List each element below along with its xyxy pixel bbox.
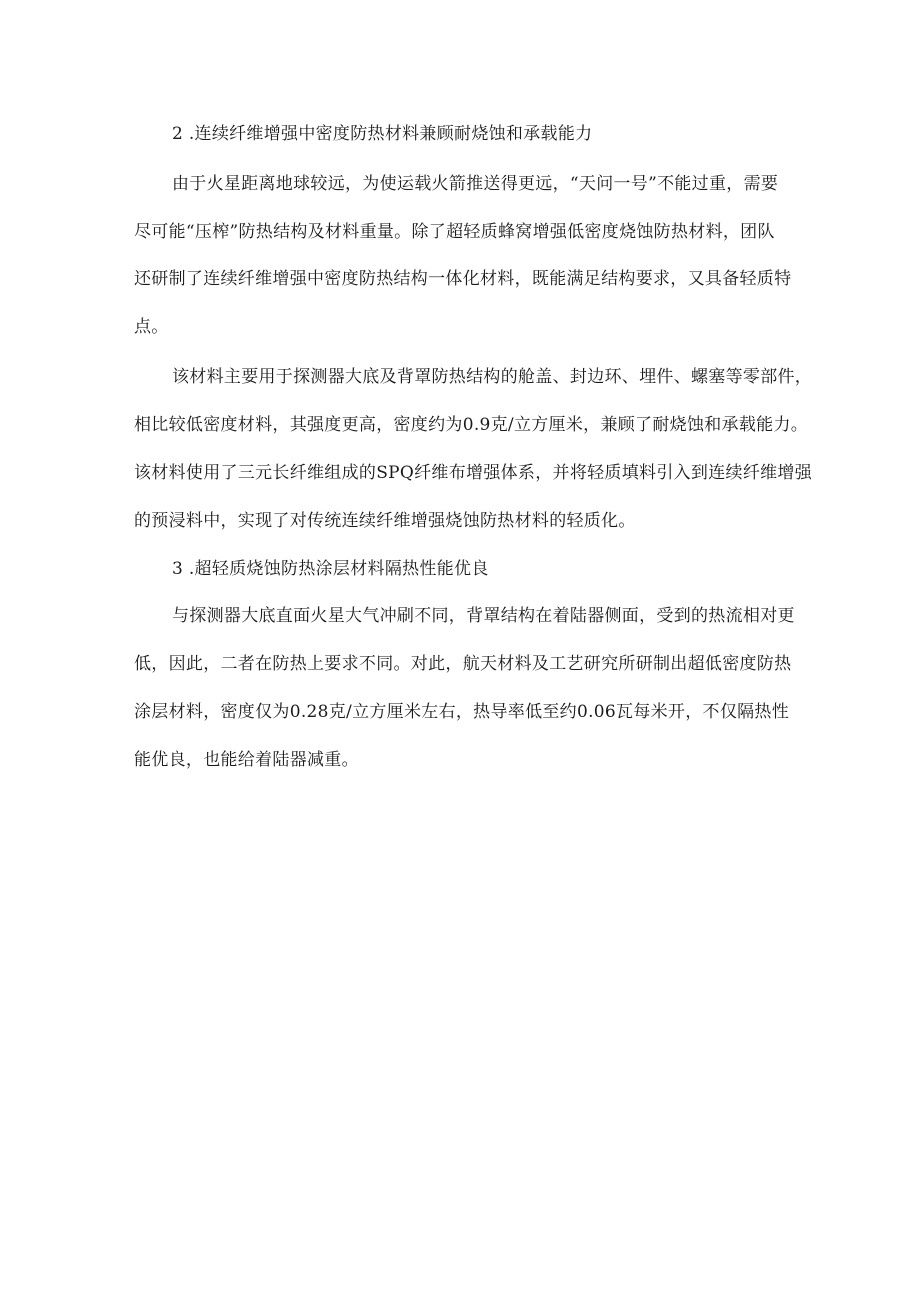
section-2-paragraph-1-line-4: 点。: [134, 317, 169, 337]
section-3-paragraph-1-line-3: 涂层材料，密度仅为0.28克/立方厘米左右，热导率低至约0.06瓦每米开，不仅隔热性: [134, 702, 790, 722]
section-2-paragraph-1-line-3: 还研制了连续纤维增强中密度防热结构一体化材料，既能满足结构要求，又具备轻质特: [134, 269, 792, 289]
section-2-paragraph-2-line-3: 该材料使用了三元长纤维组成的SPQ纤维布增强体系，并将轻质填料引入到连续纤维增强: [134, 463, 813, 483]
section-3-paragraph-1-line-1: 与探测器大底直面火星大气冲刷不同，背罩结构在着陆器侧面，受到的热流相对更: [172, 606, 795, 626]
section-3-heading: 3 .超轻质烧蚀防热涂层材料隔热性能优良: [172, 559, 489, 579]
section-2-paragraph-2-line-4: 的预浸料中，实现了对传统连续纤维增强烧蚀防热材料的轻质化。: [134, 511, 636, 531]
section-2-heading: 2 .连续纤维增强中密度防热材料兼顾耐烧蚀和承载能力: [172, 124, 593, 144]
section-2-paragraph-2-line-2: 相比较低密度材料，其强度更高，密度约为0.9克/立方厘米，兼顾了耐烧蚀和承载能力。: [134, 415, 809, 435]
section-3-paragraph-1-line-4: 能优良，也能给着陆器减重。: [134, 750, 359, 770]
section-2-paragraph-1-line-2: 尽可能“压榨”防热结构及材料重量。除了超轻质蜂窝增强低密度烧蚀防热材料，团队: [134, 222, 775, 242]
section-2-paragraph-2-line-1: 该材料主要用于探测器大底及背罩防热结构的舱盖、封边环、埋件、螺塞等零部件，: [172, 367, 813, 387]
section-2-paragraph-1-line-1: 由于火星距离地球较远，为使运载火箭推送得更远，“天问一号”不能过重，需要: [172, 174, 779, 194]
section-3-paragraph-1-line-2: 低，因此，二者在防热上要求不同。对此，航天材料及工艺研究所研制出超低密度防热: [134, 654, 792, 674]
